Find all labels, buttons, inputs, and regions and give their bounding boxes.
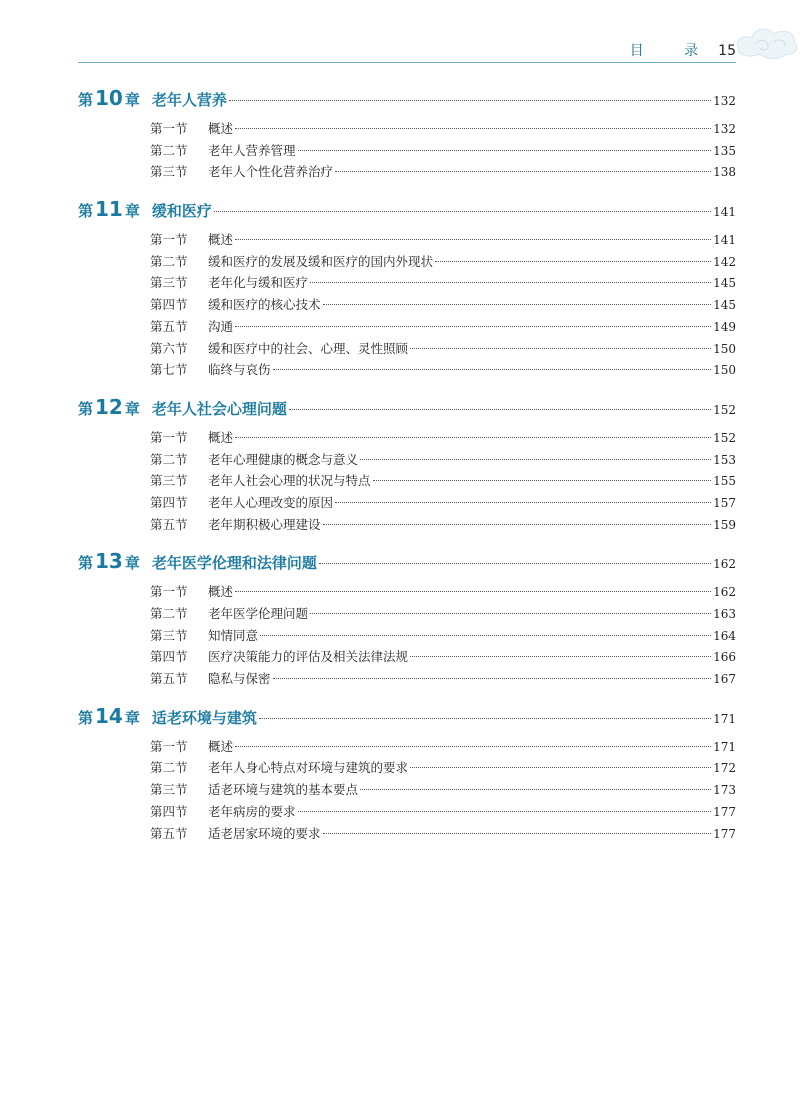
section-entry[interactable]: [150, 626, 736, 648]
section-title: 概述: [208, 121, 234, 136]
section-entry[interactable]: [150, 360, 736, 382]
chapter-number: 13: [95, 549, 123, 574]
section-number: 第一节: [150, 738, 188, 754]
section-page-number: 152: [713, 430, 736, 445]
chapter-page-number: 132: [713, 94, 736, 108]
section-page-number: 164: [713, 628, 736, 643]
section-page-number: 132: [713, 122, 736, 136]
section-page-number: 145: [713, 298, 736, 313]
section-number: 第三节: [150, 782, 188, 798]
section-entry[interactable]: [150, 119, 736, 141]
section-entry[interactable]: [150, 582, 736, 604]
chapter-page-number: 141: [713, 205, 736, 220]
section-page-number: 155: [713, 474, 736, 489]
section-title: 医疗决策能力的评估及相关法律法规: [208, 649, 409, 665]
section-title: 临终与哀伤: [208, 362, 271, 378]
section-title: 概述: [208, 584, 234, 600]
chapter-page-number: 162: [713, 557, 736, 572]
chapter-entry[interactable]: [78, 704, 736, 728]
section-page-number: 177: [713, 826, 736, 841]
chapter-label: [78, 704, 140, 728]
dot-leader: [335, 171, 711, 172]
chapter-label: [78, 197, 140, 221]
dot-leader: [273, 678, 712, 679]
dot-leader: [360, 459, 711, 460]
chapter-prefix: 第: [78, 202, 94, 221]
dot-leader: [289, 409, 711, 410]
section-page-number: 153: [713, 452, 736, 467]
dot-leader: [260, 635, 711, 636]
section-title: 概述: [208, 738, 234, 754]
chapter-entry[interactable]: [78, 549, 736, 573]
dot-leader: [435, 261, 711, 262]
section-entry[interactable]: [150, 471, 736, 493]
section-entry[interactable]: [150, 780, 736, 802]
section-entry[interactable]: [150, 428, 736, 450]
section-title: 知情同意: [208, 627, 259, 643]
header-title: 目 录: [629, 43, 717, 59]
dot-leader: [319, 563, 711, 564]
section-number: 第三节: [150, 164, 188, 180]
section-page-number: 177: [713, 804, 736, 819]
section-entry[interactable]: [150, 737, 736, 759]
section-number: 第二节: [150, 606, 188, 621]
section-page-number: 162: [713, 585, 736, 600]
header-page-number: 15: [718, 43, 736, 59]
chapter-entry[interactable]: [78, 395, 736, 419]
dot-leader: [235, 239, 711, 240]
dot-leader: [323, 304, 712, 305]
dot-leader: [410, 348, 711, 349]
dot-leader: [235, 591, 711, 592]
chapter-suffix: 章: [124, 202, 140, 221]
section-number: 第六节: [150, 340, 188, 356]
chapter-title: 老年人营养: [151, 91, 227, 109]
section-number: 第三节: [150, 275, 188, 291]
section-title: 老年心理健康的概念与意义: [208, 451, 359, 467]
chapter-page-number: 171: [713, 711, 736, 726]
section-entry[interactable]: [150, 669, 736, 691]
section-entry[interactable]: [150, 141, 736, 163]
chapter-number: 10: [95, 86, 123, 110]
section-number: 第二节: [150, 760, 188, 776]
section-entry[interactable]: [150, 450, 736, 472]
section-number: 第三节: [150, 473, 188, 489]
section-page-number: 167: [713, 672, 736, 687]
section-title: 老年期积极心理建设: [208, 516, 321, 532]
section-page-number: 159: [713, 517, 736, 532]
section-title: 老年病房的要求: [208, 803, 296, 819]
section-number: 第四节: [150, 297, 188, 313]
chapter-title: 老年人社会心理问题: [151, 399, 287, 418]
section-entry[interactable]: [150, 758, 736, 780]
chapter-number: 12: [95, 394, 123, 419]
section-page-number: 171: [713, 739, 736, 754]
section-number: 第三节: [150, 627, 188, 643]
chapter-label: [78, 395, 140, 419]
section-page-number: 135: [713, 143, 736, 158]
section-title: 适老环境与建筑的基本要点: [208, 782, 359, 798]
section-entry[interactable]: [150, 252, 736, 274]
section-number: 第一节: [150, 584, 188, 600]
section-page-number: 150: [713, 363, 736, 378]
section-entry[interactable]: [150, 824, 736, 846]
section-title: 老年人身心特点对环境与建筑的要求: [208, 760, 409, 776]
section-number: 第四节: [150, 803, 188, 819]
dot-leader: [235, 128, 711, 129]
dot-leader: [259, 718, 711, 719]
section-page-number: 142: [713, 254, 736, 269]
chapter-prefix: 第: [78, 91, 94, 109]
section-entry[interactable]: [150, 273, 736, 295]
dot-leader: [273, 369, 712, 370]
section-title: 缓和医疗的核心技术: [208, 297, 321, 313]
section-page-number: 150: [713, 341, 736, 356]
chapter-number: 11: [95, 197, 123, 222]
section-entry[interactable]: [150, 647, 736, 669]
chapter-prefix: 第: [78, 399, 94, 418]
section-title: 老年医学伦理问题: [208, 606, 309, 621]
dot-leader: [310, 613, 711, 614]
dot-leader: [323, 833, 712, 834]
section-page-number: 149: [713, 319, 736, 334]
section-number: 第一节: [150, 232, 188, 248]
section-number: 第二节: [150, 451, 188, 467]
cloud-ornament-icon: [730, 18, 800, 64]
page-header: [78, 40, 736, 63]
section-number: 第五节: [150, 671, 188, 687]
chapter-title: 适老环境与建筑: [151, 708, 257, 727]
chapter-label: [78, 549, 140, 573]
chapter-suffix: 章: [124, 399, 140, 418]
section-number: 第一节: [150, 429, 188, 445]
chapter-entry[interactable]: [78, 86, 736, 110]
dot-leader: [235, 326, 711, 327]
chapter-page-number: 152: [713, 402, 736, 417]
chapter-number: 14: [95, 703, 123, 728]
dot-leader: [410, 656, 711, 657]
chapter-title: 老年医学伦理和法律问题: [151, 554, 317, 573]
dot-leader: [323, 524, 712, 525]
section-number: 第四节: [150, 494, 188, 510]
section-entry[interactable]: [150, 295, 736, 317]
chapter-prefix: 第: [78, 554, 94, 573]
section-title: 老年人个性化营养治疗: [208, 164, 334, 180]
section-title: 老年化与缓和医疗: [208, 275, 309, 291]
section-entry[interactable]: [150, 339, 736, 361]
dot-leader: [298, 811, 712, 812]
chapter-suffix: 章: [124, 91, 140, 109]
dot-leader: [335, 502, 711, 503]
chapter-label: [78, 86, 140, 110]
section-entry[interactable]: [150, 317, 736, 339]
section-page-number: 157: [713, 495, 736, 510]
dot-leader: [410, 767, 711, 768]
section-title: 缓和医疗的发展及缓和医疗的国内外现状: [208, 253, 434, 269]
section-page-number: 163: [713, 607, 736, 621]
section-list: [150, 737, 736, 845]
section-page-number: 172: [713, 761, 736, 776]
section-number: 第一节: [150, 121, 188, 136]
chapter-title: 缓和医疗: [151, 202, 212, 221]
section-title: 老年人社会心理的状况与特点: [208, 473, 371, 489]
section-title: 适老居家环境的要求: [208, 825, 321, 841]
dot-leader: [235, 746, 711, 747]
chapter-prefix: 第: [78, 708, 94, 727]
dot-leader: [235, 437, 711, 438]
section-title: 老年人营养管理: [208, 142, 296, 158]
section-page-number: 141: [713, 233, 736, 248]
dot-leader: [229, 100, 711, 101]
section-entry[interactable]: [150, 515, 736, 537]
section-number: 第七节: [150, 362, 188, 378]
chapter-suffix: 章: [124, 708, 140, 727]
section-entry[interactable]: [150, 604, 736, 626]
section-list: [150, 428, 736, 536]
section-page-number: 173: [713, 783, 736, 798]
section-page-number: 145: [713, 276, 736, 291]
section-entry[interactable]: [150, 162, 736, 184]
section-list: [150, 119, 736, 184]
section-number: 第二节: [150, 142, 188, 158]
chapter-entry[interactable]: [78, 197, 736, 221]
section-page-number: 166: [713, 650, 736, 665]
dot-leader: [360, 789, 711, 790]
chapter-suffix: 章: [124, 554, 140, 573]
section-number: 第二节: [150, 253, 188, 269]
section-number: 第五节: [150, 318, 188, 334]
section-title: 概述: [208, 429, 234, 445]
dot-leader: [214, 211, 711, 212]
section-title: 缓和医疗中的社会、心理、灵性照顾: [208, 340, 409, 356]
section-number: 第五节: [150, 825, 188, 841]
section-page-number: 138: [713, 165, 736, 180]
dot-leader: [298, 150, 712, 151]
dot-leader: [373, 480, 712, 481]
section-number: 第五节: [150, 516, 188, 532]
section-title: 隐私与保密: [208, 671, 271, 687]
section-title: 老年人心理改变的原因: [208, 494, 334, 510]
section-number: 第四节: [150, 649, 188, 665]
section-list: [150, 230, 736, 382]
section-title: 概述: [208, 232, 234, 248]
section-list: [150, 582, 736, 690]
section-entry[interactable]: [150, 493, 736, 515]
table-of-contents: [78, 86, 736, 858]
section-entry[interactable]: [150, 230, 736, 252]
section-entry[interactable]: [150, 802, 736, 824]
dot-leader: [310, 282, 711, 283]
section-title: 沟通: [208, 318, 234, 334]
